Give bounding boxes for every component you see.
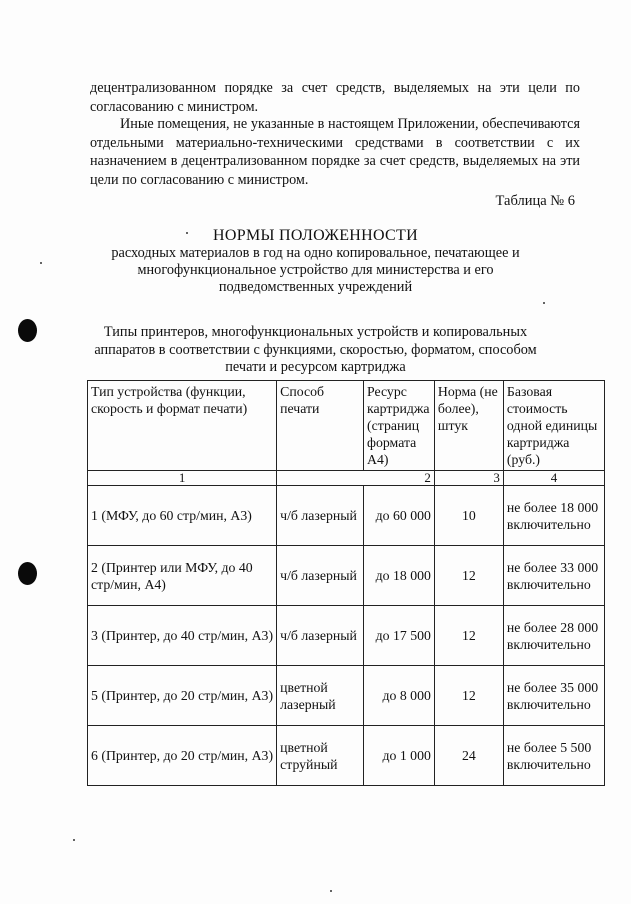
table-row <box>88 606 605 666</box>
cell-norm: 24 <box>434 726 503 786</box>
cell-cost: не более 33 000 включительно <box>503 546 604 606</box>
column-number: 3 <box>434 471 503 486</box>
scan-speck <box>186 232 188 234</box>
cell-cost: не более 5 500 включительно <box>503 726 604 786</box>
cell-method: ч/б лазерный <box>277 606 364 666</box>
cell-norm: 12 <box>434 666 503 726</box>
cell-norm: 12 <box>434 606 503 666</box>
scan-speck <box>543 302 545 304</box>
punch-hole <box>18 562 37 585</box>
column-number: 1 <box>88 471 277 486</box>
cell-device: 6 (Принтер, до 20 стр/мин, А3) <box>88 726 277 786</box>
cell-device: 1 (МФУ, до 60 стр/мин, А3) <box>88 486 277 546</box>
table-number: Таблица № 6 <box>495 193 575 209</box>
cell-cost: не более 28 000 включительно <box>503 606 604 666</box>
cell-norm: 12 <box>434 546 503 606</box>
cell-cost: не более 35 000 включительно <box>503 666 604 726</box>
cell-resource: до 1 000 <box>364 726 435 786</box>
cell-norm: 10 <box>434 486 503 546</box>
norms-table <box>87 380 605 786</box>
document-title: НОРМЫ ПОЛОЖЕННОСТИ <box>213 227 418 244</box>
cell-device: 5 (Принтер, до 20 стр/мин, А3) <box>88 666 277 726</box>
paragraph-continuation: децентрализованном порядке за счет средств, выделяемых на эти цели по согласованию с министром. <box>90 80 580 115</box>
cell-resource: до 60 000 <box>364 486 435 546</box>
types-heading: Типы принтеров, многофункциональных устройств и копировальных аппаратов в соответствии с функциями, скоростью, форматом, способом печати и ресурсом картриджа <box>94 324 537 375</box>
table-header-row <box>88 381 605 471</box>
scan-speck <box>73 839 75 841</box>
paragraph-other-premises: Иные помещения, не указанные в настоящем Приложении, обеспечиваются отдельными материально-техническими средствами в соответствии с их назначением в децентрализованном порядке за счет средств, выделяемых на эти цели по согласованию с министром. <box>90 116 580 188</box>
header-base-cost: Базовая стоимость одной единицы картриджа (руб.) <box>503 381 604 471</box>
document-subtitle: расходных материалов в год на одно копировальное, печатающее и многофункциональное устройство для министерства и его подведомственных учреждений <box>111 245 520 295</box>
header-cartridge-resource: Ресурс картриджа (страниц формата А4) <box>364 381 435 471</box>
cell-device: 3 (Принтер, до 40 стр/мин, А3) <box>88 606 277 666</box>
cell-method: цветной лазерный <box>277 666 364 726</box>
column-number: 2 <box>277 471 435 486</box>
cell-method: цветной струйный <box>277 726 364 786</box>
cell-method: ч/б лазерный <box>277 546 364 606</box>
header-device-type: Тип устройства (функции, скорость и формат печати) <box>88 381 277 471</box>
cell-device: 2 (Принтер или МФУ, до 40 стр/мин, А4) <box>88 546 277 606</box>
table-row <box>88 666 605 726</box>
table-row <box>88 546 605 606</box>
scan-speck <box>40 262 42 264</box>
column-number: 4 <box>503 471 604 486</box>
cell-method: ч/б лазерный <box>277 486 364 546</box>
cell-cost: не более 18 000 включительно <box>503 486 604 546</box>
table-row <box>88 726 605 786</box>
scan-speck <box>330 890 332 892</box>
header-norm: Норма (не более), штук <box>434 381 503 471</box>
header-print-method: Способ печати <box>277 381 364 471</box>
cell-resource: до 17 500 <box>364 606 435 666</box>
cell-resource: до 8 000 <box>364 666 435 726</box>
cell-resource: до 18 000 <box>364 546 435 606</box>
table-numbering-row <box>88 471 605 486</box>
table-row <box>88 486 605 546</box>
